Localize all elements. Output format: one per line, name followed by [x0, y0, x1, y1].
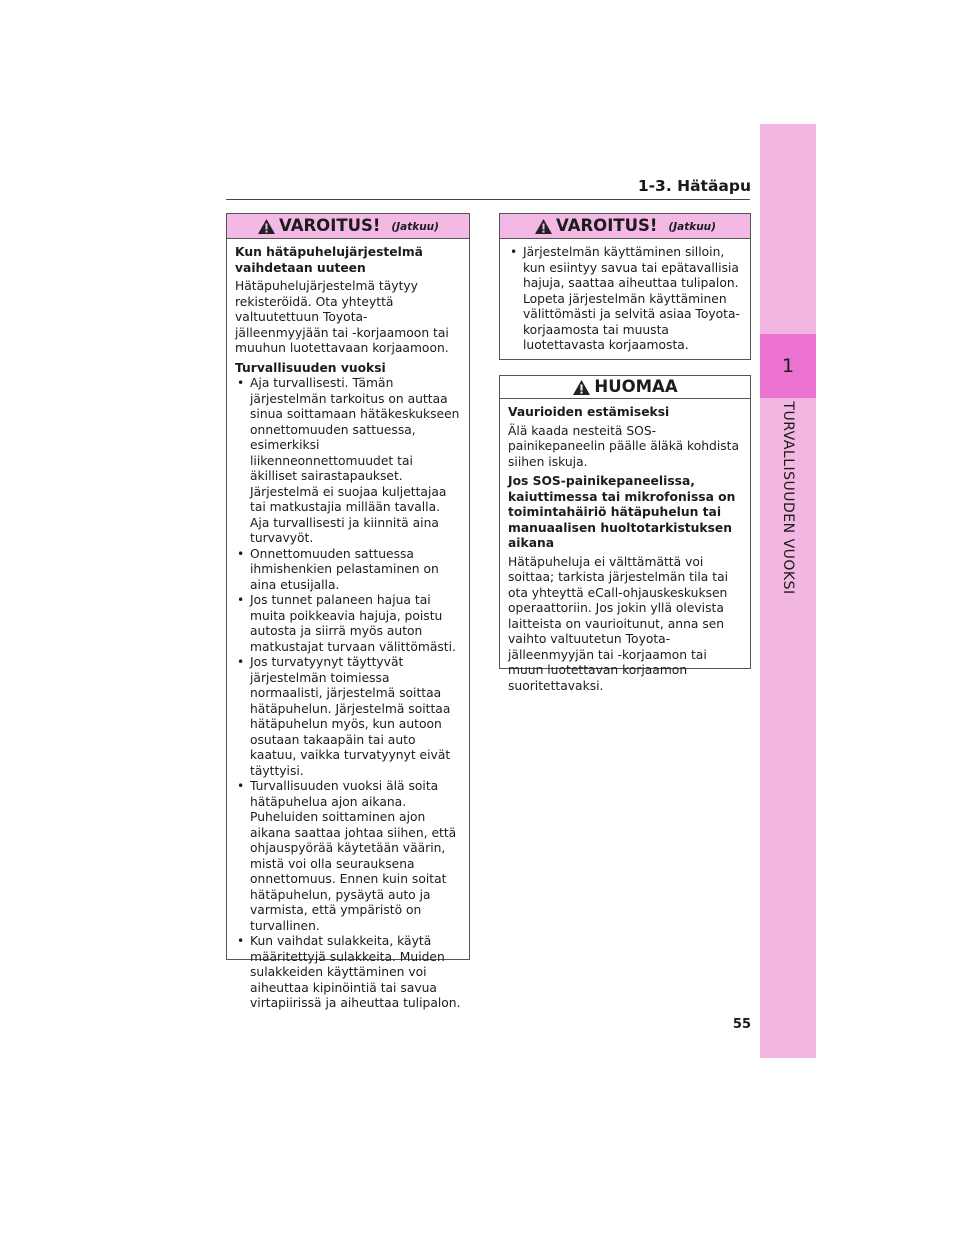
warning-icon — [257, 218, 276, 235]
section-heading: Vaurioiden estämiseksi — [508, 405, 670, 419]
section-heading: Kun hätäpuhelujärjestelmä vaihdetaan uuteen — [235, 245, 423, 275]
section-text: Hätäpuhelujärjestelmä täytyy rekisteröidä. Ota yhteyttä valtuutettuun Toyota-jälleenmyyjään tai -korjaamoon tai muuhun luotettavaan korjaamoon. — [235, 279, 449, 355]
page-number: 55 — [732, 1017, 751, 1032]
list-item: • Aja turvallisesti. Tämän järjestelmän tarkoitus on auttaa sinua soittamaan hätäkeskukseen onnettomuuden sattuessa, esimerkiksi liikenneonnettomuudet tai äkilliset sairastapaukset. Järjestelmä ei suojaa kuljettajaa tai matkustajia millään tavalla. Aja turvallisesti ja kiinnitä aina turvavyöt. — [235, 376, 461, 547]
warning-title: VAROITUS! — [556, 216, 658, 236]
list-item: • Järjestelmän käyttäminen silloin, kun esiintyy savua tai epätavallisia hajuja, saattaa aiheuttaa tulipalon. Lopeta järjestelmän käyttäminen välittömästi ja selvitä asiaa Toyota-korjaamosta tai muusta luotettavasta korjaamosta. — [508, 245, 742, 354]
warning-header — [227, 214, 469, 239]
chapter-marker — [760, 334, 816, 398]
section-title: 1-3. Hätäapu — [637, 177, 751, 195]
note-header — [500, 376, 750, 399]
section-heading: Jos SOS-painikepaneelissa, kaiuttimessa tai mikrofonissa on toimintahäiriö hätäpuhelun tai manuaalisen huoltotarkistuksen aikana — [508, 474, 736, 550]
note-box — [499, 375, 751, 693]
header-divider — [226, 199, 750, 200]
section-text: Hätäpuheluja ei välttämättä voi soittaa; tarkista järjestelmän tila tai ota yhteyttä eCall-ohjauskeskuksen operaattoriin. Jos jokin yllä olevista laitteista on vaurioitunut, anna sen vaihto valtuutetun Toyota-jälleenmyyjän tai -korjaamon tai muun luotettavan korjaamon suoritettavaksi. — [508, 554, 729, 693]
note-title: HUOMAA — [594, 377, 678, 397]
chapter-number: 1 — [781, 355, 795, 377]
list-item: • Kun vaihdat sulakkeita, käytä määritettyjä sulakkeita. Muiden sulakkeiden käyttäminen voi aiheuttaa kipinöintiä tai savua virtapiirissä ja aiheuttaa tulipalon. — [235, 934, 461, 1012]
list-item: • Jos tunnet palaneen hajua tai muita poikkeavia hajuja, poistu autosta ja siirrä myös auton matkustajat turvaan välittömästi. — [235, 593, 461, 655]
bullet-list — [508, 245, 742, 354]
continued-label: (Jatkuu) — [668, 220, 716, 233]
bullet-list — [235, 376, 461, 1012]
continued-label: (Jatkuu) — [391, 220, 439, 233]
caution-icon — [572, 379, 591, 396]
list-item: • Jos turvatyynyt täyttyvät järjestelmän toimiessa normaalisti, järjestelmä soittaa hätäpuhelun. Järjestelmä soittaa hätäpuhelun myös, kun autoon osutaan takaapäin tai auto kaatuu, vaikka turvatyynyt eivät täyttyisi. — [235, 655, 461, 779]
warning-header — [500, 214, 750, 239]
warning-box-right — [499, 213, 751, 360]
section-heading: Turvallisuuden vuoksi — [235, 360, 386, 375]
list-item: • Onnettomuuden sattuessa ihmishenkien pelastaminen on aina etusijalla. — [235, 547, 461, 594]
warning-box-left — [226, 213, 470, 1010]
warning-title: VAROITUS! — [279, 216, 381, 236]
section-text: Älä kaada nesteitä SOS-painikepaneelin päälle äläkä kohdista siihen iskuja. — [508, 423, 740, 469]
chapter-label: TURVALLISUUDEN VUOKSI — [780, 401, 796, 595]
list-item: • Turvallisuuden vuoksi älä soita hätäpuhelua ajon aikana. Puheluiden soittaminen ajon aikana saattaa johtaa siihen, että ohjauspyörää käytetään väärin, mistä voi olla seurauksena onnettomuus. Ennen kuin soitat hätäpuhelun, pysäytä auto ja varmista, että ympäristö on turvallinen. — [235, 779, 461, 934]
warning-icon — [534, 218, 553, 235]
